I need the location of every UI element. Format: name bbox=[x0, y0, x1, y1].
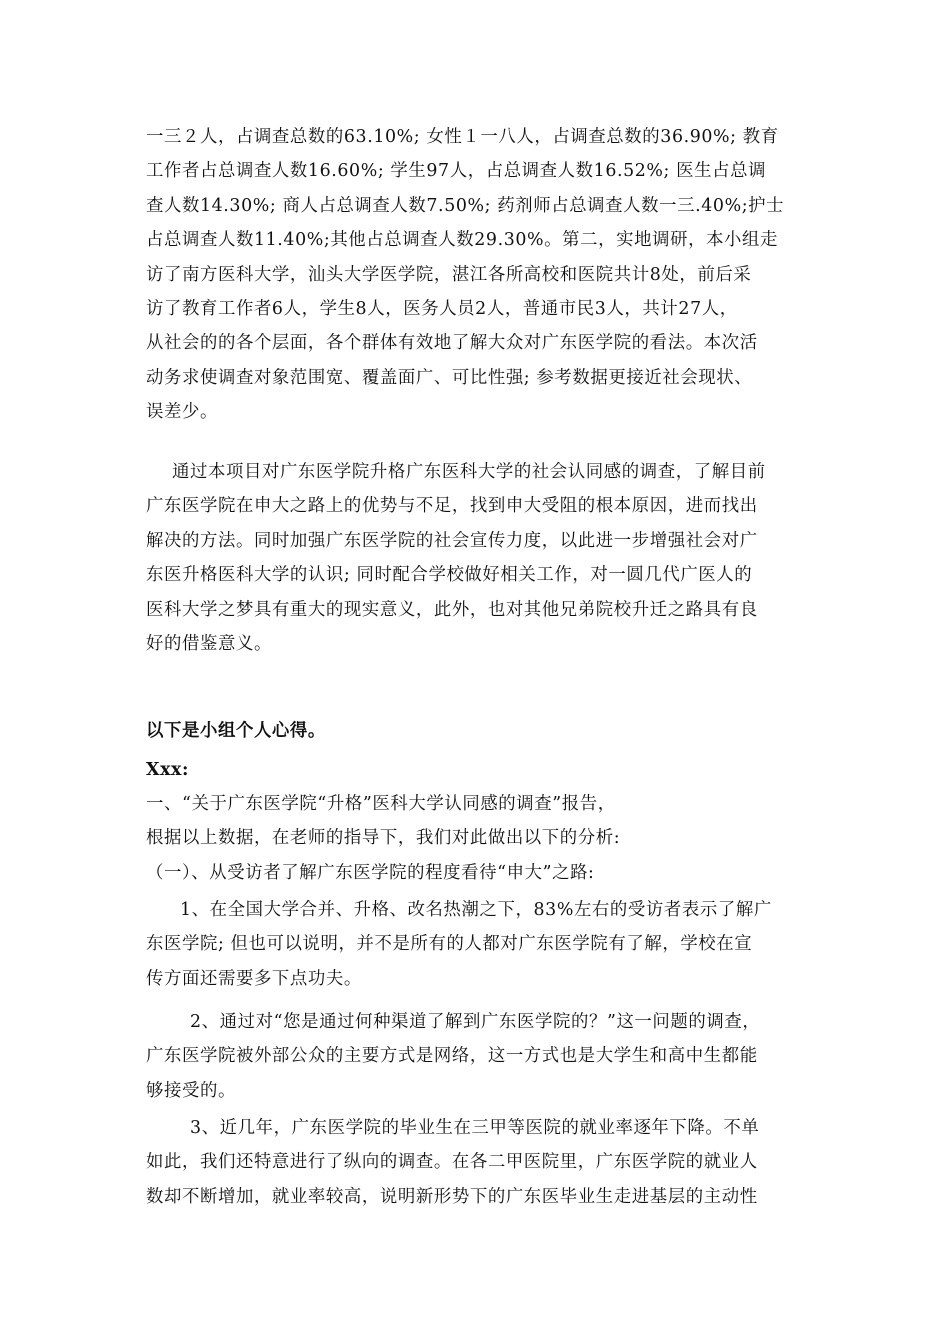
text-line: 东医升格医科大学的认识; 同时配合学校做好相关工作，对一圆几代广医人的 bbox=[146, 565, 753, 586]
text-line: 访了教育工作者6人，学生8人，医务人员2人，普通市民3人，共计27人， bbox=[146, 299, 738, 320]
text-line: 广东医学院在申大之路上的优势与不足，找到申大受阻的根本原因，进而找出 bbox=[146, 496, 758, 517]
text-line: 好的借鉴意义。 bbox=[146, 634, 272, 655]
analysis-intro-line: 根据以上数据，在老师的指导下，我们对此做出以下的分析: bbox=[146, 828, 621, 848]
text-line: 医科大学之梦具有重大的现实意义，此外，也对其他兄弟院校升迁之路具有良 bbox=[146, 599, 758, 620]
text-line: 如此，我们还特意进行了纵向的调查。在各二甲医院里，广东医学院的就业人 bbox=[146, 1152, 758, 1173]
text-line: 从社会的的各个层面，各个群体有效地了解大众对广东医学院的看法。本次活 bbox=[146, 333, 758, 354]
author-label: Xxx: bbox=[146, 760, 190, 780]
text-line: 通过本项目对广东医学院升格广东医科大学的社会认同感的调查，了解目前 bbox=[172, 462, 766, 482]
channel-paragraph bbox=[146, 1005, 806, 1108]
text-line: 访了南方医科大学，汕头大学医学院，湛江各所高校和医院共计8处，前后采 bbox=[146, 264, 752, 285]
section-heading: 以下是小组个人心得。 bbox=[146, 721, 326, 741]
text-line: 3、近几年，广东医学院的毕业生在三甲等医院的就业率逐年下降。不单 bbox=[190, 1118, 760, 1138]
survey-results-paragraph bbox=[146, 120, 806, 430]
subsection-heading: （一）、从受访者了解广东医学院的程度看待“申大”之路: bbox=[146, 863, 595, 883]
text-line: 占总调查人数11.40%;其他占总调查人数29.30%。第二，实地调研，本小组走 bbox=[146, 230, 779, 251]
awareness-paragraph bbox=[146, 893, 806, 996]
project-significance-paragraph bbox=[146, 455, 806, 661]
text-line: 查人数14.30%; 商人占总调查人数7.50%; 药剂师占总调查人数一三.40%;护士 bbox=[146, 195, 785, 216]
text-line: 够接受的。 bbox=[146, 1080, 236, 1101]
text-line: 广东医学院被外部公众的主要方式是网络，这一方式也是大学生和高中生都能 bbox=[146, 1046, 758, 1067]
text-line: 动务求使调查对象范围宽、覆盖面广、可比性强; 参考数据更接近社会现状、 bbox=[146, 367, 753, 388]
text-line: 误差少。 bbox=[146, 402, 218, 423]
text-line: 解决的方法。同时加强广东医学院的社会宣传力度，以此进一步增强社会对广 bbox=[146, 530, 758, 551]
text-line: 1、在全国大学合并、升格、改名热潮之下，83%左右的受访者表示了解广 bbox=[180, 900, 772, 920]
text-line: 2、通过对“您是通过何种渠道了解到广东医学院的？”这一问题的调查， bbox=[190, 1012, 761, 1032]
employment-paragraph bbox=[146, 1111, 806, 1214]
report-title-line: 一、“关于广东医学院“升格”医科大学认同感的调查”报告， bbox=[146, 794, 616, 814]
text-line: 一三２人，占调查总数的63.10%; 女性１一八人，占调查总数的36.90%; 教育 bbox=[146, 127, 779, 147]
text-line: 工作者占总调查人数16.60%; 学生97人，占总调查人数16.52%; 医生占总调 bbox=[146, 161, 767, 182]
text-line: 数却不断增加，就业率较高，说明新形势下的广东医毕业生走进基层的主动性 bbox=[146, 1186, 758, 1207]
text-line: 传方面还需要多下点功夫。 bbox=[146, 968, 362, 989]
text-line: 东医学院; 但也可以说明，并不是所有的人都对广东医学院有了解，学校在宣 bbox=[146, 934, 753, 955]
